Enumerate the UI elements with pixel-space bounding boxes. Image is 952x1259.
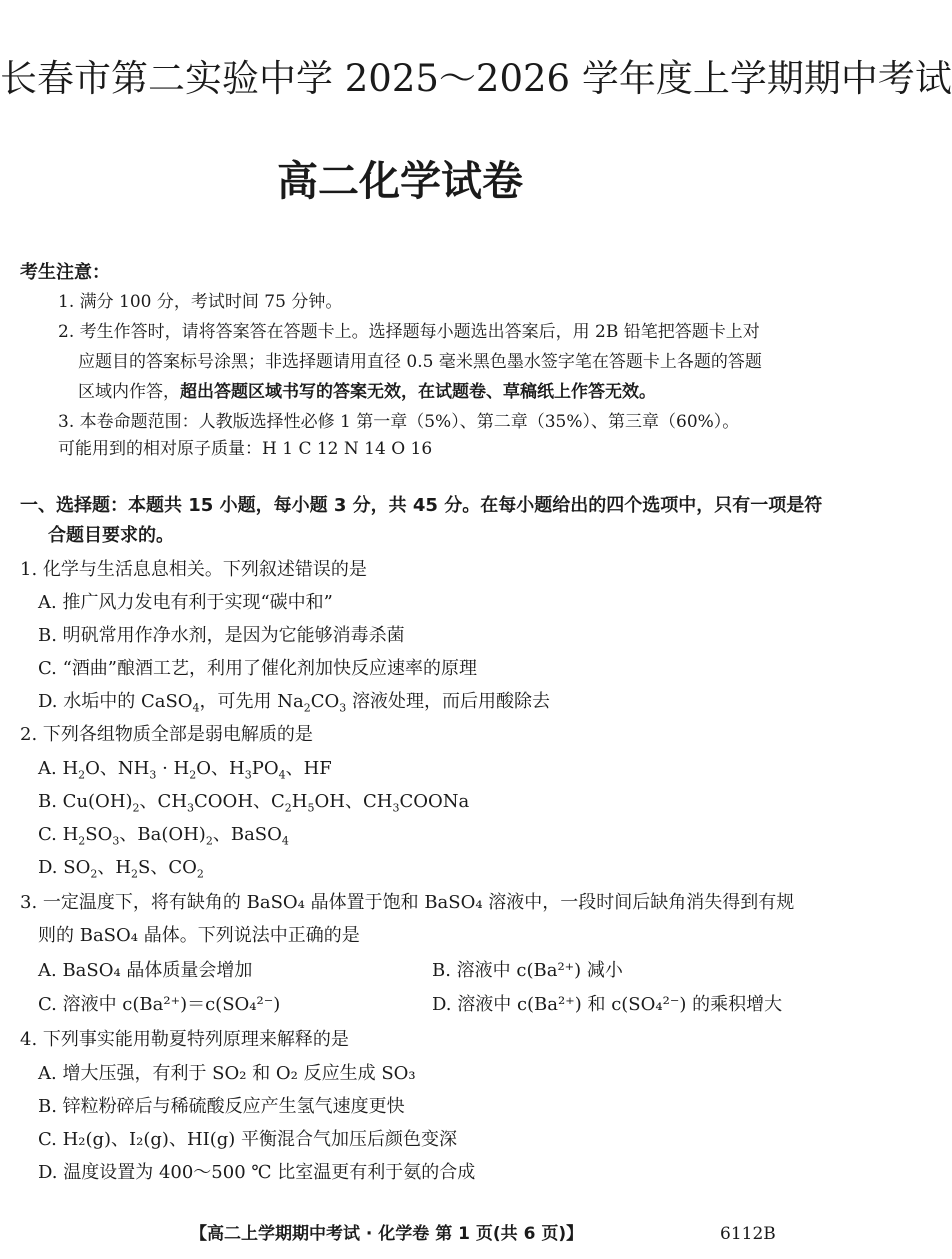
formula-text: COONa xyxy=(399,791,470,812)
question-3-stem-line-2: 则的 BaSO₄ 晶体。下列说法中正确的是 xyxy=(38,925,360,946)
formula-text: OH、CH xyxy=(314,791,393,812)
formula-text: 、H xyxy=(97,857,132,878)
formula-text: PO xyxy=(251,758,279,779)
formula-text: A. H xyxy=(38,758,79,779)
subscript: 2 xyxy=(189,768,197,782)
subscript: 2 xyxy=(132,801,140,815)
question-2-option-d xyxy=(38,855,204,881)
subscript: 5 xyxy=(307,801,315,815)
subscript: 2 xyxy=(90,867,98,881)
question-3-option-c: C. 溶液中 c(Ba²⁺)＝c(SO₄²⁻) xyxy=(38,994,281,1015)
formula-text: C. H xyxy=(38,824,79,845)
footer-page-info: 【高二上学期期中考试 · 化学卷 第 1 页(共 6 页)】 xyxy=(190,1224,584,1244)
question-2-option-c xyxy=(38,822,289,848)
subscript: 3 xyxy=(187,801,195,815)
school-exam-title: 长春市第二实验中学 2025～2026 学年度上学期期中考试 xyxy=(0,57,952,100)
formula-text: B. Cu(OH) xyxy=(38,791,133,812)
question-1-option-b: B. 明矾常用作净水剂，是因为它能够消毒杀菌 xyxy=(38,625,405,646)
notice-item-1: 1. 满分 100 分，考试时间 75 分钟。 xyxy=(58,292,343,312)
atomic-masses: 可能用到的相对原子质量：H 1 C 12 N 14 O 16 xyxy=(58,439,433,459)
formula-text: SO xyxy=(85,824,113,845)
subscript: 2 xyxy=(78,834,86,848)
formula-text: S、CO xyxy=(138,857,197,878)
question-1-option-a: A. 推广风力发电有利于实现“碳中和” xyxy=(38,592,333,613)
formula-text: H xyxy=(291,791,308,812)
question-4-option-c: C. H₂(g)、I₂(g)、HI(g) 平衡混合气加压后颜色变深 xyxy=(38,1129,458,1150)
question-2-option-b xyxy=(38,789,469,815)
formula-text: O、NH xyxy=(85,758,150,779)
question-4-option-b: B. 锌粒粉碎后与稀硫酸反应产生氢气速度更快 xyxy=(38,1096,405,1117)
question-4-stem: 4. 下列事实能用勒夏特列原理来解释的是 xyxy=(20,1029,349,1050)
question-1-option-c: C. “酒曲”酿酒工艺，利用了催化剂加快反应速率的原理 xyxy=(38,658,477,679)
question-4-option-a: A. 增大压强，有利于 SO₂ 和 O₂ 反应生成 SO₃ xyxy=(38,1063,416,1084)
formula-text: COOH、C xyxy=(194,791,285,812)
footer-code: 6112B xyxy=(720,1224,776,1244)
notice-item-2-line-2: 应题目的答案标号涂黑；非选择题请用直径 0.5 毫米黑色墨水签字笔在答题卡上各题的答题 xyxy=(78,352,762,372)
question-2-option-a xyxy=(38,756,332,782)
section-header-line-2: 合题目要求的。 xyxy=(48,525,174,546)
formula-text: D. SO xyxy=(38,857,91,878)
subscript: 3 xyxy=(392,801,400,815)
subscript: 2 xyxy=(131,867,139,881)
notice-warning-bold: 超出答题区域书写的答案无效，在试题卷、草稿纸上作答无效。 xyxy=(180,382,656,402)
subscript: 3 xyxy=(149,768,157,782)
question-1-option-d: D. 水垢中的 CaSO$_4$，可先用 $Na_2CO_3$ 溶液处理，而后用酸除去 xyxy=(38,691,551,715)
question-2-stem: 2. 下列各组物质全部是弱电解质的是 xyxy=(20,724,313,745)
section-header-line-1: 一、选择题：本题共 15 小题，每小题 3 分，共 45 分。在每小题给出的四个选项中，只有一项是符 xyxy=(20,495,823,516)
subscript: 3 xyxy=(244,768,252,782)
notice-item-2-line-1: 2. 考生作答时，请将答案答在答题卡上。选择题每小题选出答案后，用 2B 铅笔把答题卡上对 xyxy=(58,322,760,342)
subscript: 2 xyxy=(284,801,292,815)
formula-text: 、HF xyxy=(285,758,332,779)
notice-title: 考生注意： xyxy=(20,262,110,283)
subject-title: 高二化学试卷 xyxy=(277,157,523,205)
notice-item-3: 3. 本卷命题范围：人教版选择性必修 1 第一章（5%）、第二章（35%）、第三章（60%）。 xyxy=(58,412,740,432)
question-3-stem-line-1: 3. 一定温度下，将有缺角的 BaSO₄ 晶体置于饱和 BaSO₄ 溶液中，一段时间后缺角消失得到有规 xyxy=(20,892,795,913)
formula-text: · H xyxy=(156,758,190,779)
subscript: 3 xyxy=(112,834,120,848)
formula-text: 、CH xyxy=(139,791,188,812)
subscript: 2 xyxy=(196,867,204,881)
question-3-option-b: B. 溶液中 c(Ba²⁺) 减小 xyxy=(432,960,623,981)
notice-item-2-line-3-prefix: 区域内作答， xyxy=(78,382,180,402)
formula-text: 、BaSO xyxy=(212,824,282,845)
formula-text: 、Ba(OH) xyxy=(119,824,206,845)
question-3-option-a: A. BaSO₄ 晶体质量会增加 xyxy=(38,960,253,981)
question-1-stem: 1. 化学与生活息息相关。下列叙述错误的是 xyxy=(20,559,367,580)
notice-item-2-line-3 xyxy=(78,380,656,404)
question-3-option-d: D. 溶液中 c(Ba²⁺) 和 c(SO₄²⁻) 的乘积增大 xyxy=(432,994,783,1015)
subscript: 4 xyxy=(281,834,289,848)
subscript: 2 xyxy=(78,768,86,782)
subscript: 2 xyxy=(205,834,213,848)
subscript: 4 xyxy=(278,768,286,782)
question-4-option-d: D. 温度设置为 400～500 ℃ 比室温更有利于氨的合成 xyxy=(38,1162,476,1183)
formula-text: O、H xyxy=(196,758,245,779)
